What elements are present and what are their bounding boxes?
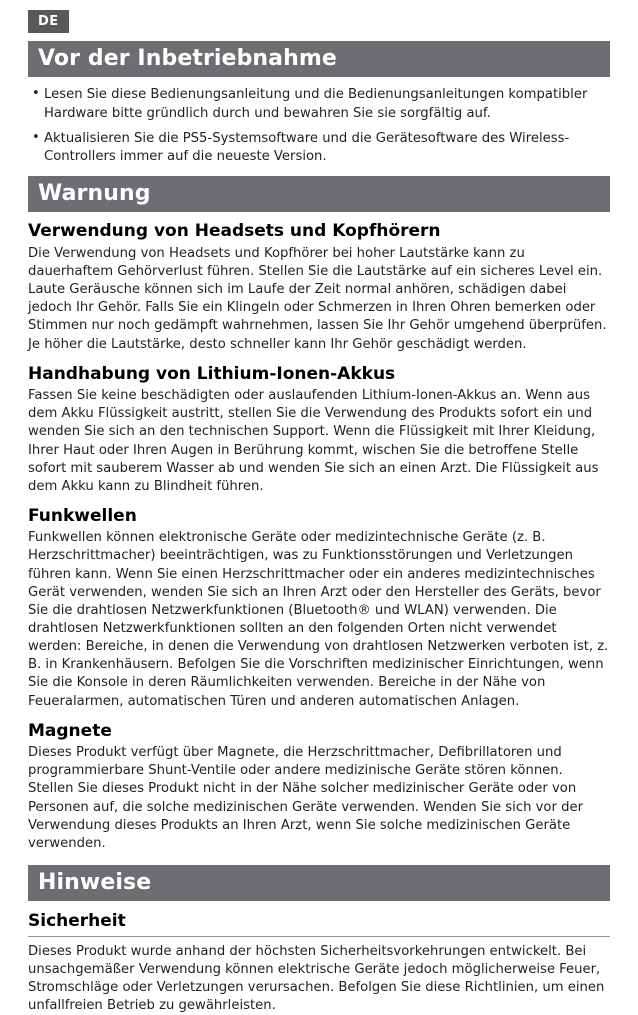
subsection-text-headsets: Die Verwendung von Headsets und Kopfhörer bei hoher Lautstärke kann zu dauerhaftem Gehörverlust führen. Stellen Sie die Lautstärke auf ein sicheres Level ein. Laute Geräusche können sich im Laufe der Zeit normal anhören, schädigen dabei jedoch Ihr Gehör. Falls Sie ein Klingeln oder Schmerzen in Ihren Ohren bemerken oder Stimmen nur noch gedämpft wahrnehmen, lassen Sie Ihr Gehör umgehend überprüfen. Je höher die Lautstärke, desto schneller kann Ihr Gehör geschädigt werden.: [28, 245, 607, 352]
divider: [28, 936, 610, 937]
language-badge: DE: [28, 10, 69, 33]
subsection-title-headsets: Verwendung von Headsets und Kopfhörern: [28, 221, 441, 242]
subsection-text-lithium-batteries: Fassen Sie keine beschädigten oder auslaufenden Lithium-Ionen-Akkus an. Wenn aus dem Akku Flüssigkeit austritt, stellen Sie die Verwendung des Produkts sofort ein und wenden Sie sich an den technischen Support. Wenn die Flüssigkeit mit Ihrer Kleidung, Ihrer Haut oder Ihren Augen in Berührung kommt, wischen Sie die betroffene Stelle sofort mit sauberem Wasser ab und wenden Sie sich an einen Arzt. Die Flüssigkeit aus dem Akku kann zu Blindheit führen.: [28, 388, 599, 494]
list-item: • Aktualisieren Sie die PS5-Systemsoftware und die Gerätesoftware des Wireless-Controllers immer auf die neueste Version.: [30, 130, 610, 166]
subsection-title-lithium-batteries: Handhabung von Lithium-Ionen-Akkus: [28, 363, 396, 384]
notes-section: [28, 865, 610, 1015]
subsection-text-safety: Dieses Produkt wurde anhand der höchsten Sicherheitsvorkehrungen entwickelt. Bei unsachgemäßer Verwendung können elektrische Geräte jedoch möglicherweise Feuer, Stromschläge oder Verletzungen verursachen. Befolgen Sie diese Richtlinien, um einen unfallfreien Betrieb zu gewährleisten.: [28, 943, 605, 1014]
subsection-text-magnets: Dieses Produkt verfügt über Magnete, die Herzschrittmacher, Defibrillatoren und programmierbare Shunt-Ventile oder andere medizinische Geräte stören können. Stellen Sie dieses Produkt nicht in der Nähe solcher medizinischer Geräte oder von Personen auf, die solche medizinischen Geräte verwenden. Wenden Sie sich vor der Verwendung dieses Produkts an Ihren Arzt, wenn Sie solche medizinischen Geräte verwenden.: [28, 745, 584, 851]
section-heading-warning: Warnung: [28, 176, 610, 212]
subsection-text-radio-waves: Funkwellen können elektronische Geräte oder medizintechnische Geräte (z. B. Herzschrittmacher) beeinträchtigen, was zu Funktionsstörungen und Verletzungen führen kann. Wenn Sie einen Herzschrittmacher oder ein anderes medizintechnisches Gerät verwenden, wenden Sie sich an Ihren Arzt oder den Hersteller des Geräts, bevor Sie die drahtlosen Netzwerkfunktionen (Bluetooth® und WLAN) verwenden. Die drahtlosen Netzwerkfunktionen sollten an den folgenden Orten nicht verwendet werden: Bereiche, in denen die Verwendung von drahtlosen Netzwerken verboten ist, z. B. in Krankenhäusern. Befolgen Sie die Vorschriften medizinischer Einrichtungen, wenn Sie die Konsole in deren Räumlichkeiten verwenden. Bereiche in der Nähe von Feueralarmen, automatischen Türen und anderen automatischen Anlagen.: [28, 530, 609, 709]
subsection-title-radio-waves: Funkwellen: [28, 505, 137, 526]
section-heading-before-use: Vor der Inbetriebnahme: [28, 41, 610, 77]
list-item: • Lesen Sie diese Bedienungsanleitung und die Bedienungsanleitungen kompatibler Hardware bitte gründlich durch und bewahren Sie sie sorgfältig auf.: [30, 86, 610, 122]
subsection-title-safety: Sicherheit: [28, 911, 126, 932]
section-heading-notes: Hinweise: [28, 865, 610, 901]
subsection-title-magnets: Magnete: [28, 720, 112, 741]
before-use-bullet-list: [28, 86, 610, 166]
